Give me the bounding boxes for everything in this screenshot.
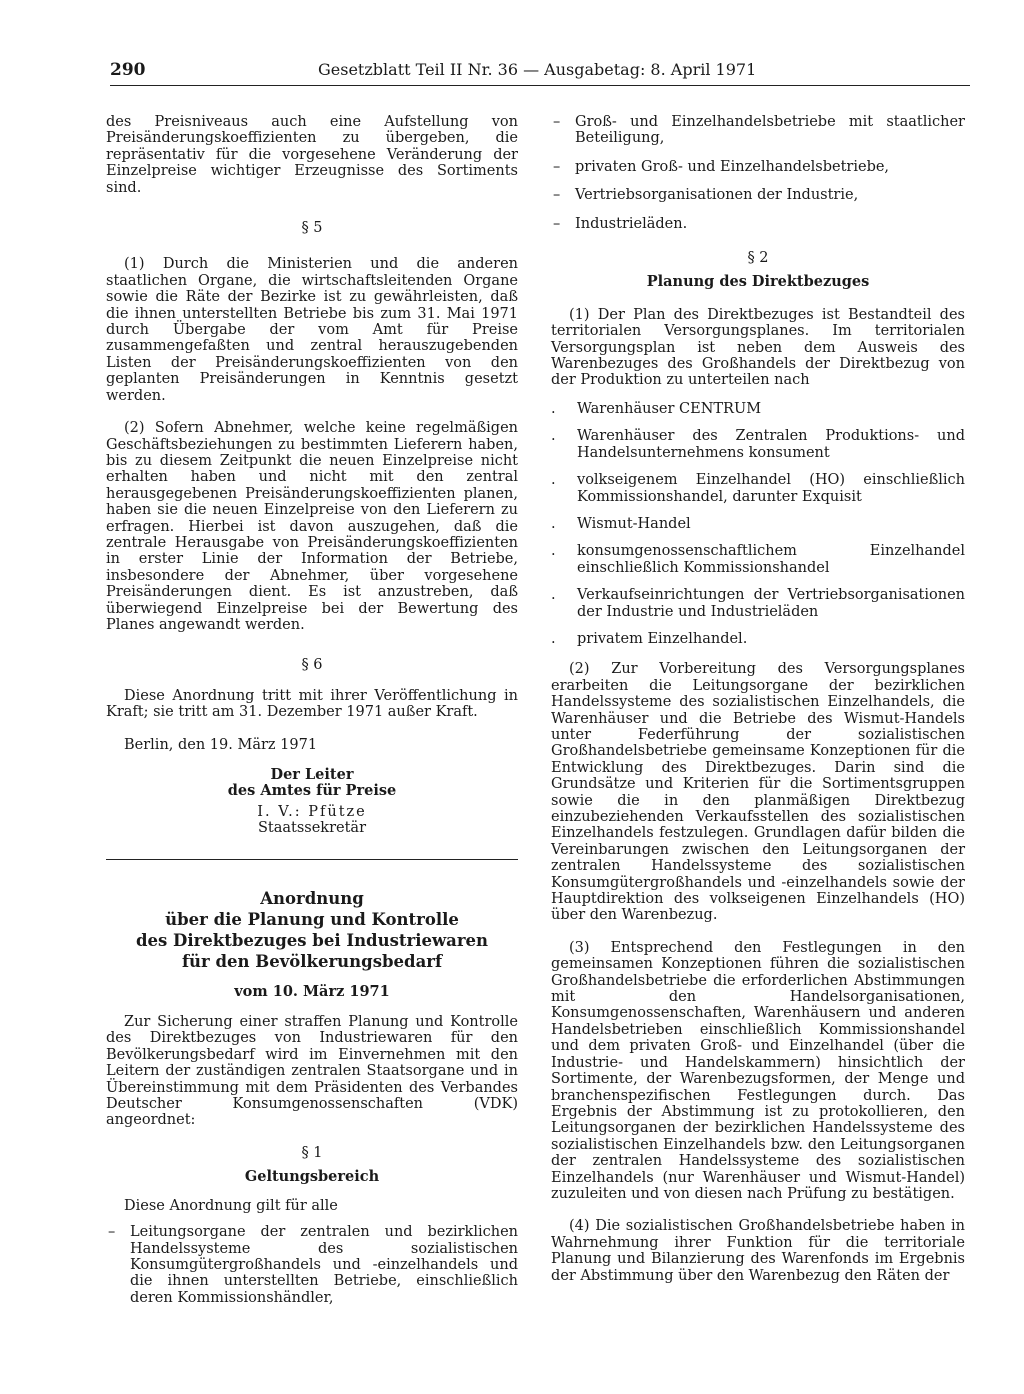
title-line: für den Bevölkerungsbedarf: [181, 951, 443, 971]
section-1-intro: Diese Anordnung gilt für alle: [124, 1197, 338, 1214]
section-6-heading: § 6: [301, 657, 323, 674]
section-2-paragraph-4: (4) Die sozialistischen Großhandelsbetriebe haben in Wahrnehmung ihrer Funktion für die territoriale Planung und Bilanzierung des Warenfonds im Ergebnis der Abstimmung über den Warenbezug den Räten der: [551, 1218, 965, 1284]
dot-marker: .: [551, 428, 556, 445]
section-5-paragraph-1: (1) Durch die Ministerien und die anderen staatlichen Organe, die wirtschaftsleitenden Organe sowie die Räte der Bezirke ist zu gewährleisten, daß die ihnen unterstellten Betriebe bis zum 31. Mai 1971 durch Übergabe der vom Amt für Preise zusammengefaßten und zentral herauszugebenden Listen der Preisänderungskoeffizienten von den geplanten Preisänderungen in Kenntnis gesetzt werden.: [106, 256, 518, 404]
page-number: 290: [110, 60, 146, 80]
list-item-text: privatem Einzelhandel.: [577, 630, 748, 647]
section-6-paragraph: Diese Anordnung tritt mit ihrer Veröffentlichung in Kraft; sie tritt am 31. Dezember 1971 außer Kraft.: [106, 687, 518, 721]
document-title: [106, 888, 518, 972]
section-2-subheading: Planung des Direktbezuges: [646, 273, 870, 291]
list-item: [551, 428, 965, 461]
place-date: Berlin, den 19. März 1971: [124, 736, 318, 753]
list-item: [551, 543, 965, 576]
dot-marker: .: [551, 587, 556, 604]
dot-marker: .: [551, 472, 556, 489]
list-item: [551, 187, 965, 203]
dot-marker: .: [551, 543, 556, 560]
running-head: Gesetzblatt Teil II Nr. 36 — Ausgabetag: 8. April 1971: [318, 60, 757, 79]
signature-line-2: des Amtes für Preise: [227, 782, 397, 800]
dash-marker: –: [553, 158, 561, 175]
section-5-heading: § 5: [301, 220, 323, 237]
continued-paragraph: des Preisniveaus auch eine Aufstellung von Preisänderungskoeffizienten zu übergeben, die repräsentativ für die vorgesehene Veränderung der Einzelpreise wichtiger Erzeugnisse des Sortiments sind.: [106, 114, 518, 196]
section-1-heading: § 1: [301, 1144, 323, 1161]
section-2-paragraph-2: (2) Zur Vorbereitung des Versorgungsplanes erarbeiten die Leitungsorgane der bezirklichen Handelssysteme des sozialistischen Einzelhandels, die Warenhäuser und die Betriebe des Wismut-Handels unter Federführung der sozialistischen Großhandelsbetriebe gemeinsame Konzeptionen für die Entwicklung des Direktbezuges. Darin sind die Grundsätze und Kriterien für die Sortimentsgruppen sowie die in den planmäßigen Direktbezug einzubeziehenden Verkaufsstellen des sozialistischen Einzelhandels festzulegen. Grundlagen dafür bilden die Vereinbarungen zwischen den Leitungsorganen der zentralen Handelssysteme des sozialistischen Konsumgütergroßhandels und -einzelhandels sowie der Hauptdirektion des volkseigenen Einzelhandels (HO) über den Warenbezug.: [551, 661, 965, 924]
list-item: [551, 114, 965, 147]
list-item-text: privaten Groß- und Einzelhandelsbetriebe,: [575, 158, 890, 175]
dot-marker: .: [551, 400, 556, 417]
section-2-paragraph-1: (1) Der Plan des Direktbezuges ist Bestandteil des territorialen Versorgungsplanes. Im territorialen Versorgungsplan ist neben dem Ausweis des Warenbezuges des Großhandels der Direktbezug von der Produktion zu unterteilen nach: [551, 306, 965, 389]
list-item-text: konsumgenossenschaftlichem Einzelhandel einschließlich Kommissionshandel: [577, 543, 965, 576]
section-2-heading: § 2: [747, 250, 769, 267]
list-item: [551, 159, 965, 175]
list-item: [551, 631, 965, 647]
dash-marker: –: [108, 1224, 116, 1241]
document-date: vom 10. März 1971: [234, 982, 390, 1000]
list-item-text: Leitungsorgane der zentralen und bezirklichen Handelssysteme des sozialistischen Konsumgütergroßhandels und -einzelhandels und die ihnen unterstellten Betriebe, einschließlich deren Kommissionshändler,: [130, 1224, 518, 1306]
list-item: [551, 516, 965, 532]
list-item: [551, 216, 965, 232]
list-item-text: Groß- und Einzelhandelsbetriebe mit staatlicher Beteiligung,: [575, 114, 965, 147]
signature-name: I. V.: Pfütze: [257, 803, 367, 820]
list-item: [551, 472, 965, 505]
section-separator: [106, 859, 518, 860]
list-item-text: Warenhäuser des Zentralen Produktions- und Handelsunternehmens konsument: [577, 428, 965, 461]
dash-marker: –: [553, 187, 561, 204]
list-item: [551, 401, 965, 417]
list-item-text: Vertriebsorganisationen der Industrie,: [575, 187, 859, 204]
title-line: über die Planung und Kontrolle: [165, 909, 459, 929]
page-header: [110, 58, 970, 82]
list-item: [551, 587, 965, 620]
list-item-text: Verkaufseinrichtungen der Vertriebsorganisationen der Industrie und Industrieläden: [577, 587, 965, 620]
dash-marker: –: [553, 215, 561, 232]
left-column: [106, 114, 518, 1306]
dot-marker: .: [551, 630, 556, 647]
dash-marker: –: [553, 114, 561, 130]
signature-title: Staatssekretär: [257, 820, 367, 837]
list-item: [106, 1224, 518, 1306]
right-column: [551, 114, 965, 1284]
list-item-text: Wismut-Handel: [577, 515, 691, 532]
title-line: des Direktbezuges bei Industriewaren: [135, 930, 489, 950]
section-1-subheading: Geltungsbereich: [244, 1168, 380, 1186]
list-item-text: Industrieläden.: [575, 215, 688, 232]
section-2-paragraph-3: (3) Entsprechend den Festlegungen in den gemeinsamen Konzeptionen führen die sozialistischen Großhandelsbetriebe die erforderlichen Abstimmungen mit den Handelsorganisationen, Konsumgenossenschaften, Warenhäusern und anderen Handelsbetrieben einschließlich Kommissionshandel und dem privaten Groß- und Einzelhandel (über die Industrie- und Handelskammern) hinsichtlich der Sortimente, der Warenbezugsformen, der Menge und branchenspezifischen Festlegungen durch. Das Ergebnis der Abstimmung ist zu protokollieren, den Leitungsorganen der bezirklichen Handelssysteme des sozialistischen Einzelhandels bzw. den Leitungsorganen der zentralen Handelssysteme des sozialistischen Einzelhandels (nur Warenhäuser und Wismut-Handel) zuzuleiten und von diesen nach Prüfung zu bestätigen.: [551, 939, 965, 1202]
list-item-text: volkseigenem Einzelhandel (HO) einschließlich Kommissionshandel, darunter Exquisit: [577, 472, 965, 505]
signature-line-1: Der Leiter: [270, 766, 354, 783]
header-rule: [110, 85, 970, 86]
section-5-paragraph-2: (2) Sofern Abnehmer, welche keine regelmäßigen Geschäftsbeziehungen zu bestimmten Lieferern haben, bis zu diesem Zeitpunkt die neuen Einzelpreise nicht erhalten haben und nicht mit den zentral herausgegebenen Preisänderungskoeffizienten planen, haben sie die neuen Einzelpreise von den Lieferern zu erfragen. Hierbei ist davon auszugehen, daß die zentrale Herausgabe von Preisänderungskoeffizienten in erster Linie der Information der Betriebe, insbesondere der Abnehmer, über vorgesehene Preisänderungen dient. Es ist anzustreben, daß überwiegend Einzelpreise bei der Bewertung des Planes angewandt werden.: [106, 420, 518, 633]
title-line: Anordnung: [260, 888, 364, 908]
preamble: Zur Sicherung einer straffen Planung und Kontrolle des Direktbezuges von Industriewaren für den Bevölkerungsbedarf wird im Einvernehmen mit den Leitern der zuständigen zentralen Staatsorgane und in Übereinstimmung mit dem Präsidenten des Verbandes Deutscher Konsumgenossenschaften (VDK) angeordnet:: [106, 1014, 518, 1129]
dot-marker: .: [551, 515, 556, 532]
list-item-text: Warenhäuser CENTRUM: [577, 400, 762, 417]
